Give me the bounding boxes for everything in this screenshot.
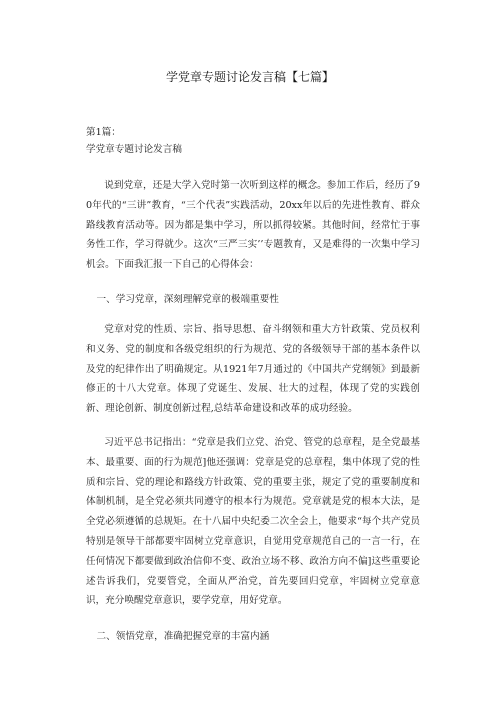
section-heading-1: 一、学习党章，深刻理解党章的极端重要性 — [96, 294, 279, 305]
paragraph-2: 习近平总书记指出：“党章是我们立党、治党、管党的总章程，是全党最基本、最重要、面的行为规范]他还强调：党章是党的总章程，集中体现了党的性质和宗旨、党的理论和路线方针政策、党的重要主张，规定了党的重要制度和体制机制，是全党必须共同遵守的根本行为规范。党章就是党的根本大法，是全党必须遵循的总规矩。在十八届中央纪委二次全会上，他要求“每个共产党员特别是领导干部都要牢固树立党章意识，自觉用党章规范自己的一言一行，在任何情况下都要做到政治信仰不变、政治立场不移、政治方向不偏]这些重要论述告诉我们，党要管党，全面从严治党，首先要回归党章，牢固树立党章意识，充分唤醒党章意识，要学党章，用好党章。 — [86, 437, 420, 607]
part-label: 第1篇： — [86, 127, 121, 138]
section-heading-2: 二、领悟党章，准确把握党章的丰富内涵 — [96, 631, 270, 642]
paragraph-intro: 说到党章，还是大学入党时第一次听到这样的概念。参加工作后，经历了90年代的“三讲”教育，“三个代表”实践活动，20xx年以后的先进性教育、群众路线教育活动等。因为都是集中学习，所以抓得较紧。其他时间，经常忙于事务性工作，学习得就少。这次“三严三实’’专题教育，又是难得的一次集中学习机会。下面我汇报一下自己的心得体会： — [86, 180, 420, 271]
document-subtitle: 学党章专题讨论发言稿 — [86, 144, 182, 155]
paragraph-1: 党章对党的性质、宗旨、指导思想、奋斗纲领和重大方针政策、党员权利和义务、党的制度和各级党组织的行为规范、党的各级领导干部的基本条件以及党的纪律作出了明确规定。从1921年7月通过的《中国共产党纲领》到最新修正的十八大党章。体现了党诞生、发展、壮大的过程，体现了党的实践创新、理论创新、制度创新过程,总结革命建设和改革的成功经验。 — [86, 324, 420, 415]
document-title: 学党章专题讨论发言稿【七篇】 — [165, 70, 334, 84]
